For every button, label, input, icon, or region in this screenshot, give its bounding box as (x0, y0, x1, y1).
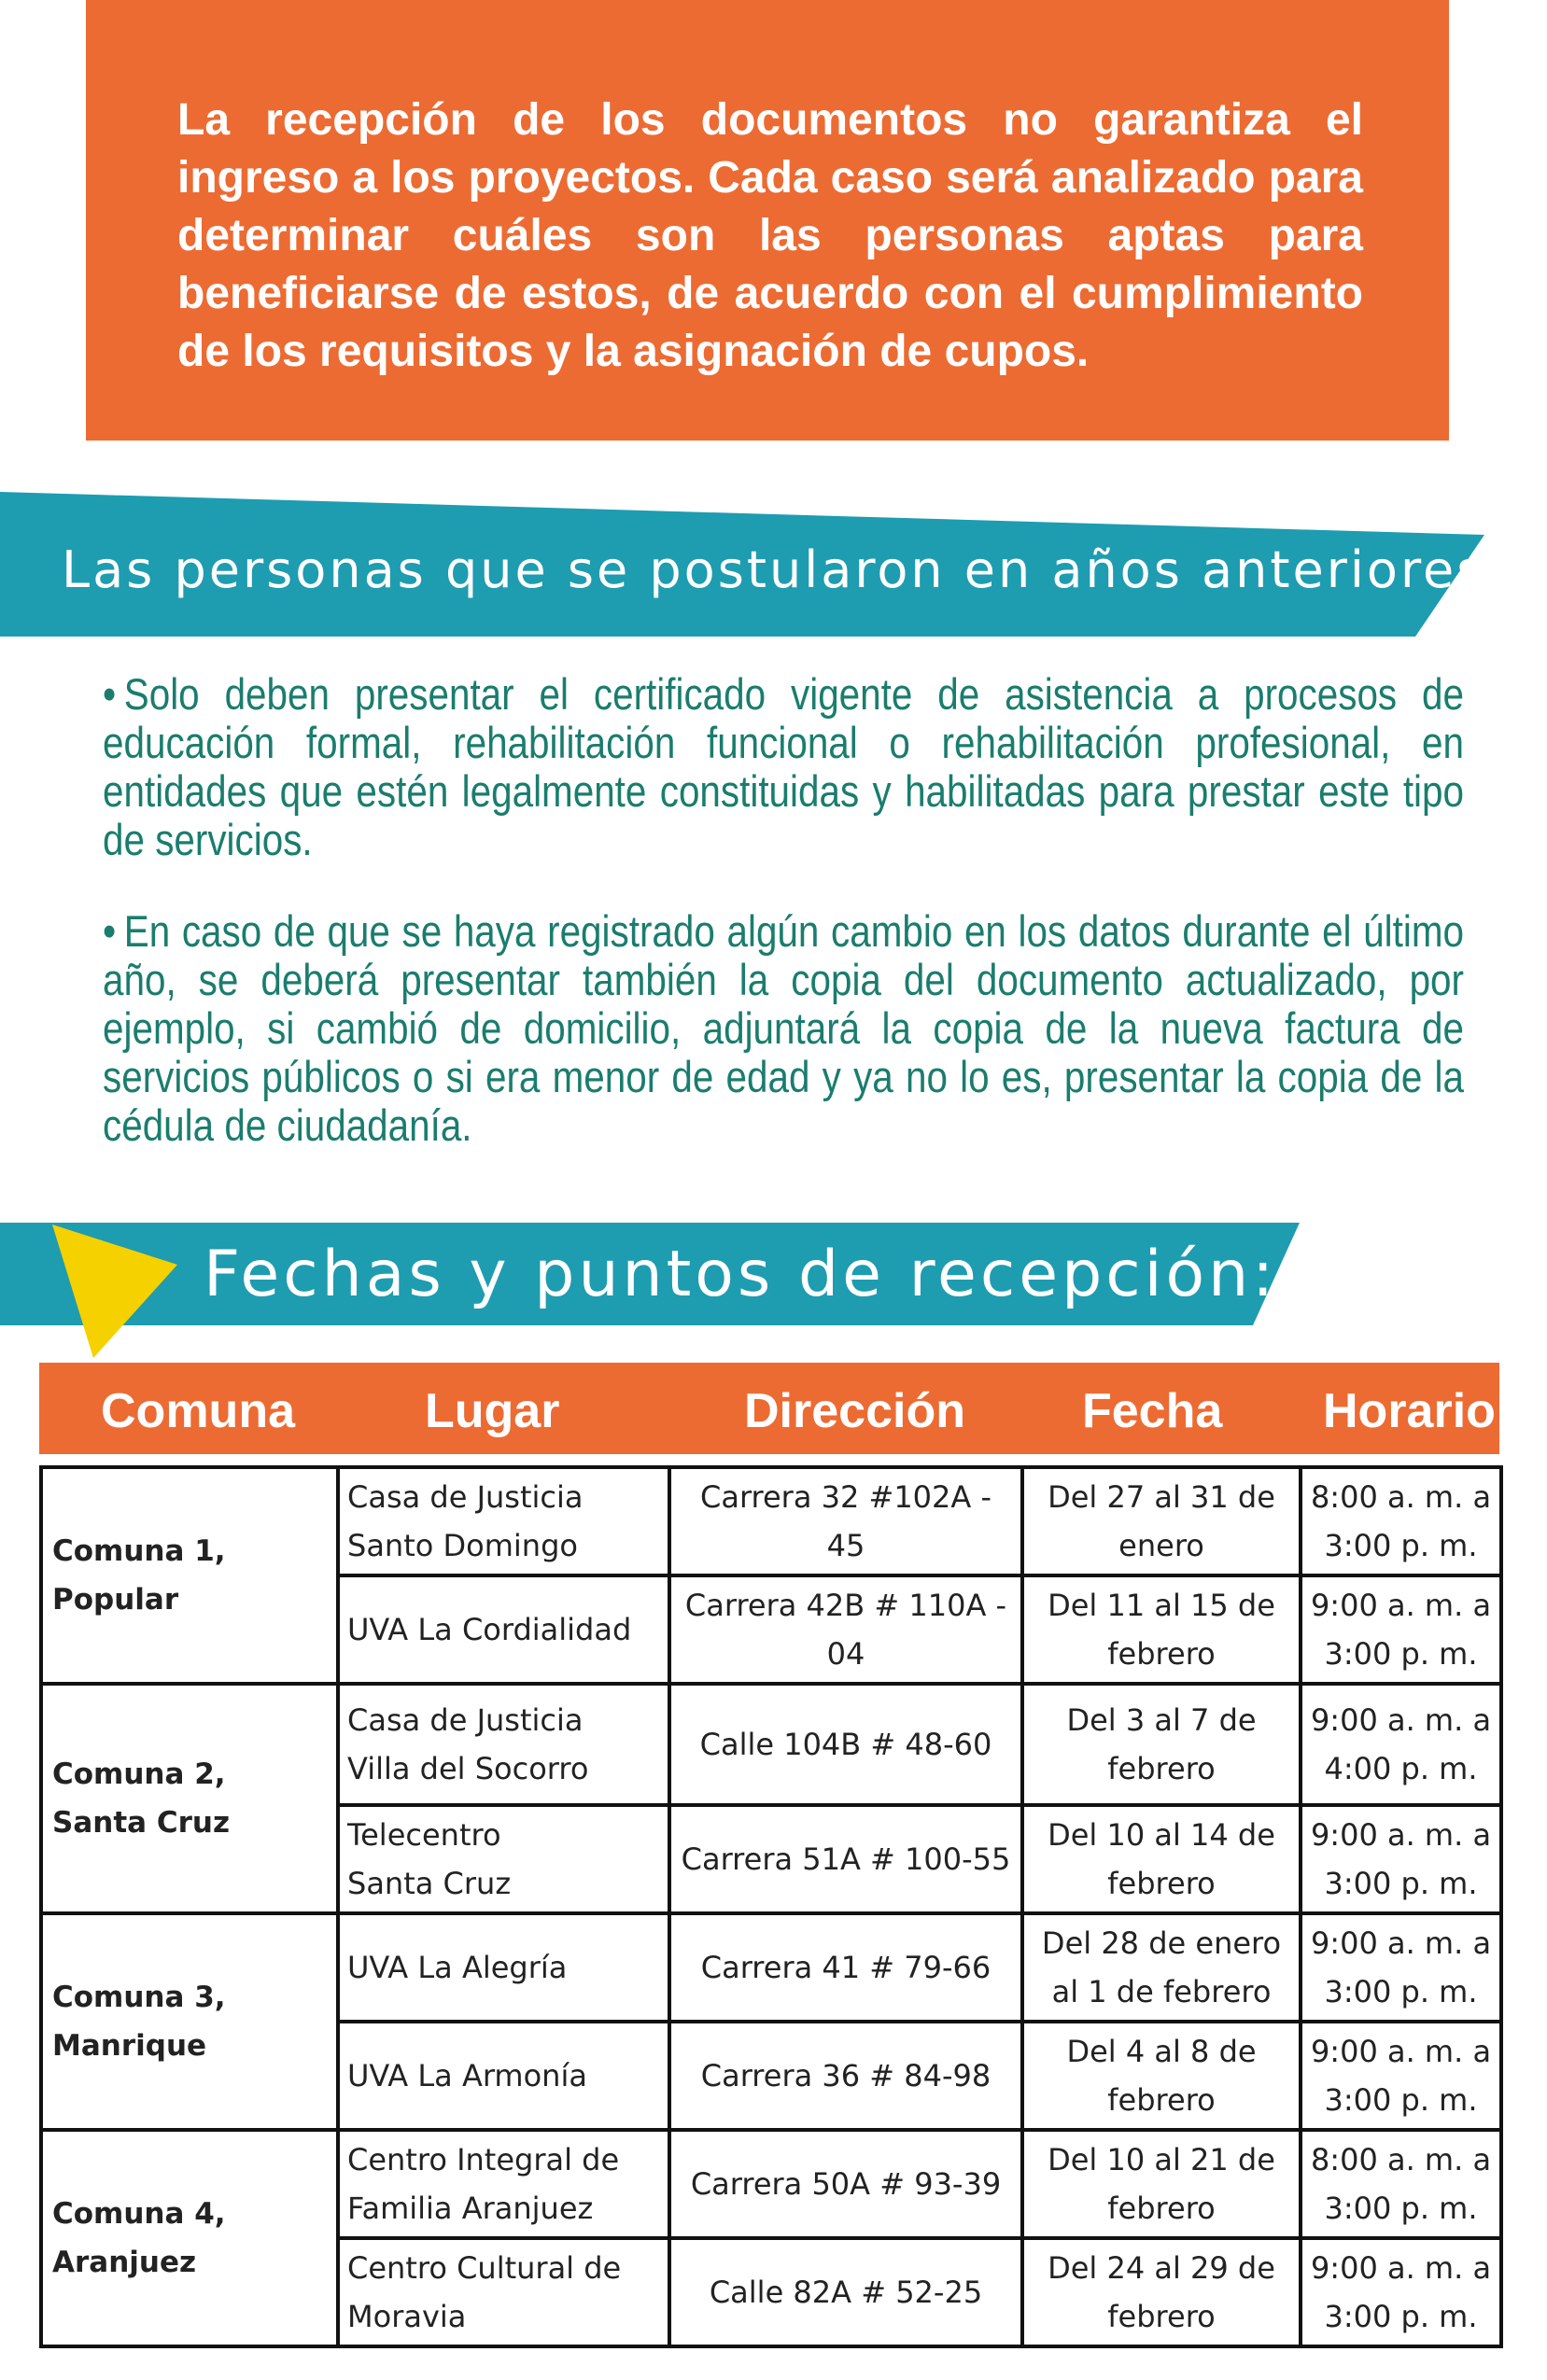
table-row (41, 1467, 1501, 1575)
comuna-cell: Comuna 1, Popular (41, 1467, 338, 1684)
horario-cell: 8:00 a. m. a 3:00 p. m. (1301, 2130, 1501, 2238)
notice-text: La recepción de los documentos no garantiza el ingreso a los proyectos. Cada caso será analizado para determinar cuáles son las personas aptas para beneficiarse de estos, de acuerdo con el cumplimiento de los requisitos y la asignación de cupos. (177, 95, 1363, 376)
horario-cell: 9:00 a. m. a 3:00 p. m. (1301, 1805, 1501, 1913)
direccion-cell: Carrera 41 # 79-66 (669, 1913, 1022, 2022)
schedule-table (39, 1465, 1503, 2348)
previous-paragraph-1 (103, 670, 1464, 864)
direccion-cell: Carrera 36 # 84-98 (669, 2022, 1022, 2130)
direccion-cell: Carrera 50A # 93-39 (669, 2130, 1022, 2238)
previous-paragraph-2-text: En caso de que se haya registrado algún cambio en los datos durante el último año, se deberá presentar también la copia del documento actualizado, por ejemplo, si cambió de domicilio, adjuntará la copia de la nueva factura de servicios públicos o si era menor de edad y ya no lo es, presentar la copia de la cédula de ciudadanía. (103, 906, 1464, 1150)
previous-paragraph-1-text: Solo deben presentar el certificado vigente de asistencia a procesos de educación formal, rehabilitación funcional o rehabilitación profesional, en entidades que estén legalmente constituidas y habilitadas para prestar este tipo de servicios. (103, 669, 1464, 864)
horario-cell: 9:00 a. m. a 4:00 p. m. (1301, 1684, 1501, 1805)
horario-cell: 9:00 a. m. a 3:00 p. m. (1301, 1575, 1501, 1684)
header-comuna: Comuna (101, 1384, 295, 1438)
horario-cell: 8:00 a. m. a 3:00 p. m. (1301, 1467, 1501, 1575)
lugar-cell: Telecentro Santa Cruz (338, 1805, 669, 1913)
lugar-cell: UVA La Armonía (338, 2022, 669, 2130)
dates-banner (0, 1223, 1307, 1363)
horario-cell: 9:00 a. m. a 3:00 p. m. (1301, 2022, 1501, 2130)
lugar-cell: UVA La Alegría (338, 1913, 669, 2022)
direccion-cell: Carrera 32 #102A - 45 (669, 1467, 1022, 1575)
table-row (41, 2130, 1501, 2238)
fecha-cell: Del 28 de enero al 1 de febrero (1022, 1913, 1301, 2022)
comuna-cell: Comuna 2, Santa Cruz (41, 1684, 338, 1913)
direccion-cell: Carrera 42B # 110A - 04 (669, 1575, 1022, 1684)
lugar-cell: Casa de Justicia Villa del Socorro (338, 1684, 669, 1805)
bullet-icon: • (103, 669, 117, 719)
fecha-cell: Del 27 al 31 de enero (1022, 1467, 1301, 1575)
table-row (41, 1684, 1501, 1805)
bullet-icon: • (103, 906, 117, 956)
fecha-cell: Del 24 al 29 de febrero (1022, 2238, 1301, 2346)
previous-paragraph-2 (103, 907, 1464, 1150)
lugar-cell: Centro Cultural de Moravia (338, 2238, 669, 2346)
dates-title: Fechas y puntos de recepción: (204, 1238, 1278, 1311)
lugar-cell: UVA La Cordialidad (338, 1575, 669, 1684)
lugar-cell: Centro Integral de Familia Aranjuez (338, 2130, 669, 2238)
comuna-cell: Comuna 4, Aranjuez (41, 2130, 338, 2346)
header-lugar: Lugar (425, 1384, 560, 1438)
direccion-cell: Calle 82A # 52-25 (669, 2238, 1022, 2346)
direccion-cell: Carrera 51A # 100-55 (669, 1805, 1022, 1913)
table-row (41, 1913, 1501, 2022)
header-fecha: Fecha (1082, 1384, 1223, 1438)
fecha-cell: Del 10 al 21 de febrero (1022, 2130, 1301, 2238)
header-horario: Horario (1323, 1384, 1496, 1438)
table-header (39, 1363, 1499, 1454)
fecha-cell: Del 11 al 15 de febrero (1022, 1575, 1301, 1684)
lugar-cell: Casa de Justicia Santo Domingo (338, 1467, 669, 1575)
horario-cell: 9:00 a. m. a 3:00 p. m. (1301, 2238, 1501, 2346)
previous-applicants-title: Las personas que se postularon en años anteriores (62, 540, 1486, 599)
fecha-cell: Del 10 al 14 de febrero (1022, 1805, 1301, 1913)
direccion-cell: Calle 104B # 48-60 (669, 1684, 1022, 1805)
notice-box (86, 0, 1449, 441)
fecha-cell: Del 3 al 7 de febrero (1022, 1684, 1301, 1805)
horario-cell: 9:00 a. m. a 3:00 p. m. (1301, 1913, 1501, 2022)
previous-applicants-banner (0, 492, 1484, 637)
comuna-cell: Comuna 3, Manrique (41, 1913, 338, 2130)
fecha-cell: Del 4 al 8 de febrero (1022, 2022, 1301, 2130)
header-direccion: Dirección (744, 1384, 965, 1438)
